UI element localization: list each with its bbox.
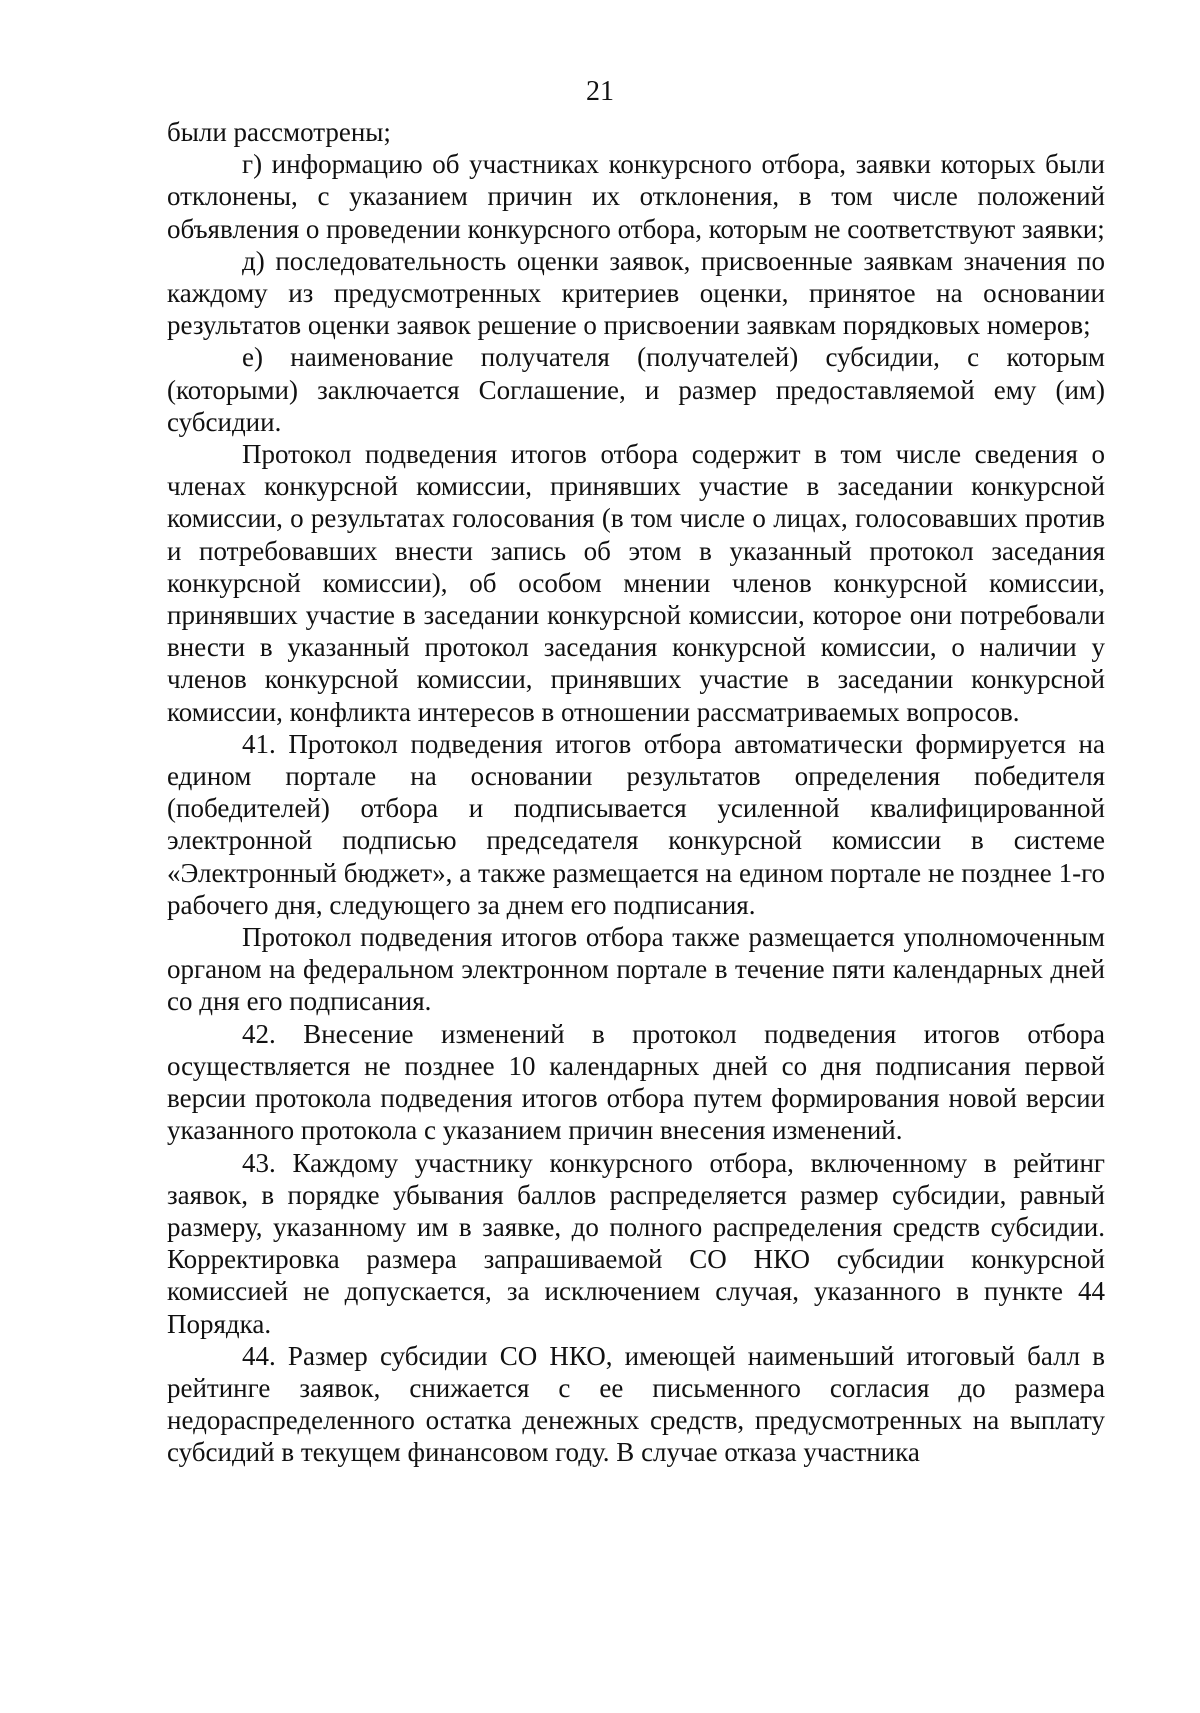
paragraph-protocol-publication: Протокол подведения итогов отбора также размещается уполномоченным органом на федеральном электронном портале в течение пяти календарных дней со дня его подписания. [167,922,1105,1017]
paragraph-item-d: д) последовательность оценки заявок, присвоенные заявкам значения по каждому из предусмотренных критериев оценки, принятое на основании результатов оценки заявок решение о присвоении заявкам порядковых номеров; [167,245,1105,341]
paragraph-item-g: г) информацию об участниках конкурсного отбора, заявки которых были отклонены, с указанием причин их отклонения, в том числе положений объявления о проведении конкурсного отбора, которым не соответствуют заявки; [167,149,1105,244]
paragraph-continuation: были рассмотрены; [167,117,391,147]
paragraph-item-e: е) наименование получателя (получателей) субсидии, с которым (которыми) заключается Соглашение, и размер предоставляемой ему (им) субсидии. [167,342,1105,437]
paragraph-clause-42: 42. Внесение изменений в протокол подведения итогов отбора осуществляется не позднее 10 календарных дней со дня подписания первой версии протокола подведения итогов отбора путем формирования новой версии указанного протокола с указанием причин внесения изменений. [167,1018,1105,1146]
paragraph-clause-43: 43. Каждому участнику конкурсного отбора, включенному в рейтинг заявок, в порядке убывания баллов распределяется размер субсидии, равный размеру, указанному им в заявке, до полного распределения средств субсидии. Корректировка размера запрашиваемой СО НКО субсидии конкурсной комиссией не допускается, за исключением случая, указанного в пункте 44 Порядка. [167,1147,1105,1339]
document-body [167,116,1105,1469]
paragraph-clause-44: 44. Размер субсидии СО НКО, имеющей наименьший итоговый балл в рейтинге заявок, снижается с ее письменного согласия до размера недораспределенного остатка денежных средств, предусмотренных на выплату субсидий в текущем финансовом году. В случае отказа участника [167,1340,1105,1468]
paragraph-protocol-contents: Протокол подведения итогов отбора содержит в том числе сведения о членах конкурсной комиссии, принявших участие в заседании конкурсной комиссии, о результатах голосования (в том числе о лицах, голосовавших против и потребовавших внести запись об этом в указанный протокол заседания конкурсной комиссии), об особом мнении членов конкурсной комиссии, принявших участие в заседании конкурсной комиссии, которое они потребовали внести в указанный протокол заседания конкурсной комиссии, о наличии у членов конкурсной комиссии, принявших участие в заседании конкурсной комиссии, конфликта интересов в отношении рассматриваемых вопросов. [167,439,1105,727]
page-number: 21 [586,76,614,107]
paragraph-clause-41: 41. Протокол подведения итогов отбора автоматически формируется на едином портале на основании результатов определения победителя (победителей) отбора и подписывается усиленной квалифицированной электронной подписью председателя конкурсной комиссии в системе «Электронный бюджет», а также размещается на едином портале не позднее 1-го рабочего дня, следующего за днем его подписания. [167,728,1105,920]
